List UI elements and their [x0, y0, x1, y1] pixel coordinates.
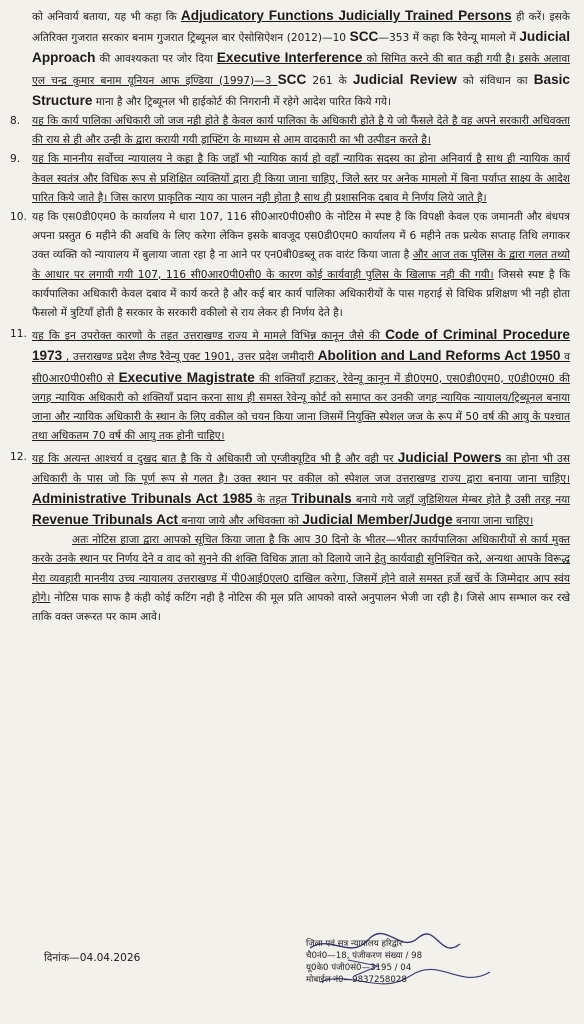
- closing-paragraph: अतः नोटिस हाजा द्वारा आपको सूचित किया जाता है कि आप 30 दिनो के भीतर—भीतर कार्यपालिका अधिकारीयों से कार्य मुक्त करके उनके स्थान पर निर्णय देने व वाद को सुनने की शक्ति विधिक ज्ञाता को दिलाये जाने हेतु कार्यवाही सुनिश्चित करे, अन्यथा आपके विरूद्ध मेरा व्यवहारी माननीय उच्च न्यायालय उत्तराखण्ड में पी0आई0एल0 दाखिल करेगा, जिसमें होने वाले समस्त हर्जे खर्चे के जिम्मेदार आप स्वंय होगे। नोटिस पाक साफ है कंही कोई कटिंग नही है नोटिस की मूल प्रति आपको वास्ते अनुपालन भेजी जा रही है। जिसे आप सम्भाल कर रखे ताकि वक्त जरूरत पर काम आवे।: [32, 534, 570, 624]
- notice-date: दिनांक—04.04.2026: [44, 952, 141, 964]
- paragraph-11: 11. यह कि इन उपरोक्त कारणो के तहत उत्तराखण्ड राज्य मे मामले विभिन्न कानून जैसे की Code of Criminal Procedure 1973 , उत्तराखण्ड प्रदेश लैण्ड रैवेन्यू एक्ट 1901, उत्तर प्रदेश जमीदारी Abolition and Land Reforms Act 1950 व सी0आर0पी0सी0 से Executive Magistrate की शक्तियॉं हटाकर, रेवेन्यू कानून में डी0एम0, एस0डी0एम0, ए0डी0एम0 की जगह न्यायिक अधिकारी को शक्तियॉं प्रदान करना साथ ही समस्त रेवेन्यू कोर्ट को समाप्त कर उनकी जगह न्यायिक न्यायालय/ट्रिब्यूनल बनाया जाना और न्यायिक अधिकारी के स्थान के लिए वकील को चयन किया जाना जिसमें नियुक्ति स्पेशल जज के रूप में 50 वर्ष की आयु के पश्चात तथा अधिकतम 70 वर्ष की आयु तक होनी चाहिए।: [10, 327, 570, 443]
- paragraph-number: 10.: [10, 211, 27, 224]
- advocate-stamp: जिला एवं सत्र न्यायालय हरिद्वार चै0नं0—18, पंजीकरण संख्या / 98 यू0के0 पंजी0सं0—3195 / 04 मोबाईल नं0—9837258028: [306, 939, 423, 985]
- paragraph-9: 9. यह कि माननीय सर्वोच्च न्यायालय ने कहा है कि जहाँ भी न्यायिक कार्य हो वहाँ न्यायिक सदस्य का होना अनिवार्य है साथ ही न्यायिक कार्य केवल स्वतंत्र और विधिक रूप से प्रशिक्षित व्यक्तियों द्वारा ही किया जाना चाहिए, जिले स्तर पर अनेक मामलो में बिना पर्याप्त साक्ष्य के आदेश पारित किये जाते है। जिस कारण प्राकृतिक न्याय का पालन नही होता है साथ ही प्रशासनिक दबाव मे निर्णय लिये जाते है।: [32, 150, 570, 208]
- paragraph-number: 11.: [10, 328, 27, 341]
- advocate-signature-block: [290, 930, 580, 1020]
- paragraph-number: 9.: [10, 153, 21, 166]
- paragraph-12: 12. यह कि अत्यन्त आश्चर्य व दुखद बात है कि ये अधिकारी जो एग्जीक्यूटिव भी है और वही पर Judicial Powers का होना भी उस अधिकारी के पास जो कि पूर्ण रूप से गलत है। उक्त स्थान पर वकील को स्पेशल जज उत्तराखण्ड राज्य द्वारा बनाया जाना चाहिए। Administrative Tribunals Act 1985 के तहत Tribunals बनाये गये जहॉं जुडिशियल मेम्बर होते है उसी तरह नया Revenue Tribunals Act बनाया जाये और अधिवक्ता को Judicial Member/Judge बनाया जाना चाहिए।: [10, 450, 571, 528]
- intro-paragraph: को अनिवार्य बताया, यह भी कहा कि Adjudicatory Functions Judicially Trained Persons ही करें। इसके अतिरिक्त गुजरात सरकार बनाम गुजरात ट्रिब्यूनल बार ऐसोसिऐशन (2012)—10 SCC—353 में कहा कि रैवेन्यू मामलो में Judicial Approach की आवश्यकता पर जोर दिया Executive Interference को सिमित करने की बात कही गयी है। इसके अलावा एल चन्द्र कुमार बनाम यूनियन आफ इण्डिया (1997)—3 SCC 261 के Judicial Review को संविधान का Basic Structure माना है और ट्रिब्यूनल भी हाईकोर्ट की निगरानी में रहेगे आदेश पारित किये गये।: [32, 8, 570, 108]
- paragraph-10: 10. यह कि एस0डी0एम0 के कार्यालय मे धारा 107, 116 सी0आर0पी0सी0 के नोटिस मे स्पष्ट है कि विपक्षी केवल एक जमानती और बंधपत्र अपना प्रस्तुत 6 महीने की अवधि के लिए करेगा लेकिन इसके बावजूद एस0डी0एम0 कार्यालय में 6 महीने तक प्रत्येक सप्ताह तिथि लगाकर उक्त व्यक्ति को न्यायालय में बुलाया जाता रहा है ना आने पर एन0बी0डब्लू तक वारंट किया जाता है और आज तक पुलिस के द्वारा गलत तथ्यो के आधार पर लगायी गयी 107, 116 सी0आर0पी0सी0 के कारण कोई कार्यवाही पुलिस के खिलाफ नही की गयी। जिससे स्पष्ट है कि कार्यपालिका अधिकारी केवल दबाव में कार्य करते है और कई बार कार्य पालिका अधिकारीयों के पास गहराई से विधिक प्रशिक्षण भी नही होता फैसलो में त्रुटियाँ होती है सरकार के सरकारी वकीलो से राय लेकर ही निर्णय देते है।: [32, 208, 570, 323]
- paragraph-8: 8. यह कि कार्य पालिका अधिकारी जो जज नही होते है केवल कार्य पालिका के अधिकारी होते है ये जो फैंसले देते है वह अपने सरकारी अधिवक्ता की राय से ही और उन्ही के द्वारा करायी गयी ड्राफ्टिंग के माध्यम से आम वादकारी का भी उत्पीडन करते है।: [32, 112, 570, 150]
- paragraph-number: 8.: [10, 115, 21, 128]
- paragraph-number: 12.: [10, 451, 27, 464]
